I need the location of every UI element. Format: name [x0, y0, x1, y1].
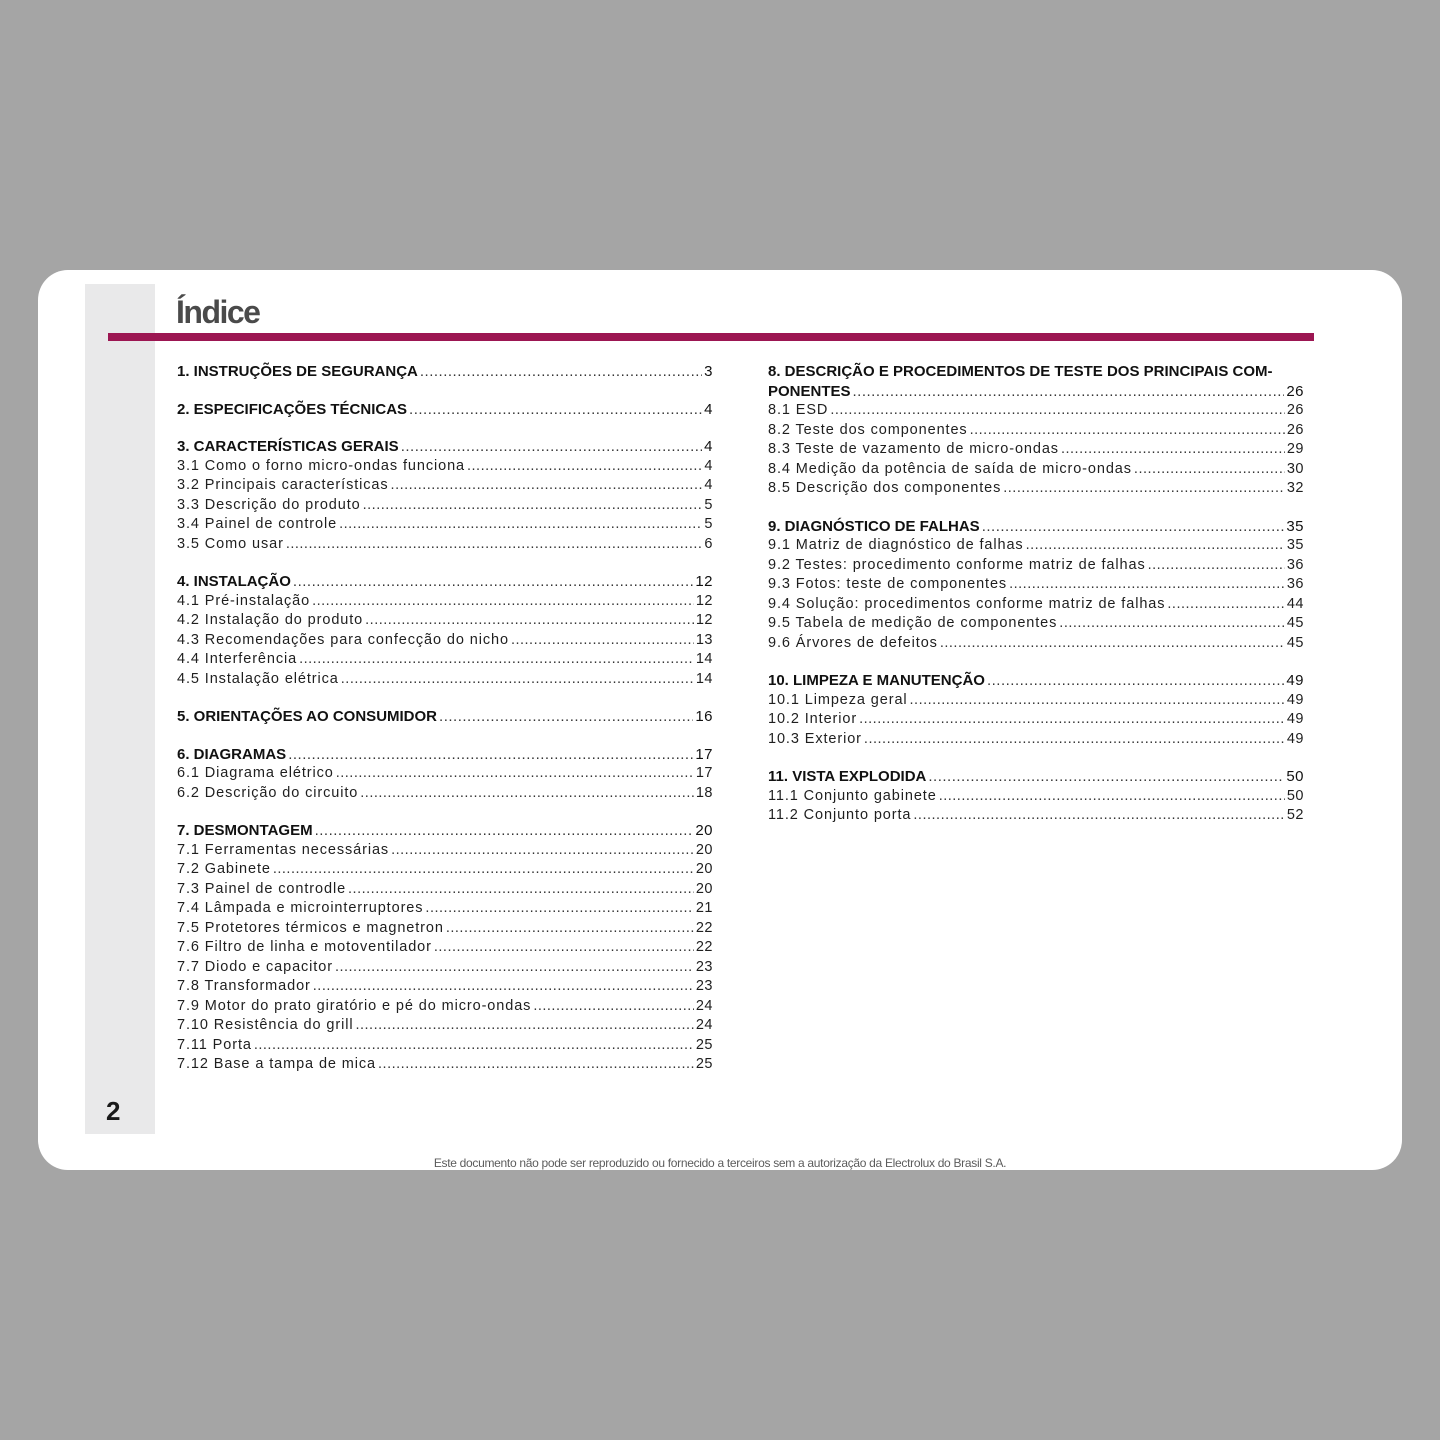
toc-entry-page: 32 [1286, 480, 1304, 496]
toc-section-entry[interactable] [177, 400, 713, 420]
toc-subsection-entry[interactable] [768, 730, 1304, 750]
toc-entry-page: 35 [1286, 517, 1304, 535]
toc-entry-label: 2. ESPECIFICAÇÕES TÉCNICAS [177, 400, 408, 418]
toc-entry-page: 4 [704, 477, 713, 493]
toc-entry-label: 11.1 Conjunto gabinete [768, 787, 937, 804]
toc-entry-label: 3.3 Descrição do produto [177, 496, 361, 513]
toc-entry-label: 10.3 Exterior [768, 730, 862, 747]
toc-subsection-entry[interactable] [177, 592, 713, 612]
dot-leader [401, 437, 702, 457]
dot-leader [446, 919, 694, 939]
toc-entry-label: 8.5 Descrição dos componentes [768, 480, 1002, 496]
toc-entry-page: 17 [695, 765, 713, 781]
toc-group [177, 745, 713, 804]
dot-leader [853, 382, 1285, 402]
toc-entry-page: 49 [1286, 691, 1304, 708]
toc-entry-label: 9.4 Solução: procedimentos conforme matriz de falhas [768, 595, 1166, 612]
dot-leader [1003, 479, 1285, 499]
toc-entry-page: 50 [1286, 787, 1304, 804]
dot-leader [1167, 595, 1284, 615]
dot-leader [286, 535, 703, 555]
toc-entry-label: 10. LIMPEZA E MANUTENÇÃO [768, 672, 985, 689]
toc-entry-label: 4.1 Pré-instalação [177, 592, 311, 609]
toc-entry-page: 4 [704, 400, 713, 418]
dot-leader [378, 1055, 694, 1075]
toc-subsection-entry[interactable] [177, 977, 713, 997]
side-strip [85, 284, 155, 1134]
toc-subsection-entry[interactable] [768, 787, 1304, 807]
toc-section-entry[interactable] [177, 572, 713, 592]
toc-subsection-entry[interactable] [768, 595, 1304, 615]
toc-subsection-entry[interactable] [768, 614, 1304, 634]
toc-subsection-entry[interactable] [177, 919, 713, 939]
toc-group [768, 767, 1304, 826]
toc-group [177, 707, 713, 727]
toc-entry-page: 18 [695, 784, 713, 801]
toc-entry-label: 3. CARACTERÍSTICAS GERAIS [177, 438, 399, 455]
toc-entry-page: 22 [695, 919, 713, 936]
dot-leader [299, 650, 694, 670]
toc-entry-page: 35 [1286, 537, 1304, 553]
toc-subsection-entry[interactable] [768, 556, 1304, 576]
toc-entry-page: 23 [695, 978, 713, 994]
toc-entry-page: 49 [1286, 730, 1304, 747]
toc-entry-label: 9. DIAGNÓSTICO DE FALHAS [768, 517, 980, 535]
toc-entry-page: 45 [1286, 634, 1304, 651]
dot-leader [365, 611, 694, 631]
toc-subsection-entry[interactable] [177, 496, 713, 516]
toc-entry-label: 7.7 Diodo e capacitor [177, 958, 333, 975]
toc-entry-label: 4.3 Recomendações para confecção do nicho [177, 631, 509, 648]
dot-leader [293, 572, 693, 592]
toc-subsection-entry[interactable] [177, 631, 713, 651]
dot-leader [315, 821, 694, 841]
toc-entry-label: PONENTES [768, 382, 851, 400]
toc-entry-page: 26 [1286, 382, 1304, 400]
toc-entry-label: 7.12 Base a tampa de mica [177, 1056, 377, 1072]
toc-entry-page: 44 [1286, 595, 1304, 612]
toc-entry-label: 3.4 Painel de controle [177, 516, 338, 532]
dot-leader [1148, 556, 1285, 576]
toc-entry-label: 1. INSTRUÇÕES DE SEGURANÇA [177, 363, 418, 380]
toc-entry-page: 25 [695, 1056, 713, 1072]
toc-entry-page: 21 [695, 900, 713, 916]
toc-entry-label: 10.1 Limpeza geral [768, 691, 908, 708]
dot-leader [312, 592, 694, 612]
toc-subsection-entry[interactable] [177, 611, 713, 631]
page-title: Índice [176, 294, 260, 330]
toc-entry-label: 6.1 Diagrama elétrico [177, 765, 334, 781]
toc-entry-page: 20 [695, 822, 713, 839]
toc-entry-page: 14 [695, 651, 713, 667]
toc-entry-page: 4 [704, 457, 713, 474]
toc-subsection-entry[interactable] [177, 997, 713, 1017]
toc-group [177, 572, 713, 689]
toc-entry-page: 3 [704, 363, 713, 380]
toc-entry-label: 9.6 Árvores de defeitos [768, 634, 938, 651]
dot-leader [830, 401, 1285, 421]
toc-subsection-entry[interactable] [768, 479, 1304, 499]
toc-entry-page: 22 [695, 939, 713, 955]
toc-entry-page: 20 [695, 880, 713, 897]
dot-leader [1061, 440, 1285, 460]
dot-leader [339, 515, 702, 535]
toc-entry-label: 9.3 Fotos: teste de componentes [768, 576, 1008, 592]
toc-entry-page: 49 [1286, 672, 1304, 689]
toc-section-entry[interactable] [177, 745, 713, 765]
toc-subsection-entry[interactable] [177, 880, 713, 900]
toc-entry-page: 36 [1286, 576, 1304, 592]
toc-entry-label: 3.2 Principais características [177, 477, 389, 493]
dot-leader [987, 671, 1284, 691]
toc-entry-page: 24 [695, 1017, 713, 1033]
toc-entry-label: 7.9 Motor do prato giratório e pé do micro-ondas [177, 997, 532, 1014]
toc-subsection-entry[interactable] [768, 401, 1304, 421]
toc-entry-page: 36 [1286, 556, 1304, 573]
dot-leader [273, 860, 694, 880]
toc-entry-label: 4.2 Instalação do produto [177, 612, 364, 628]
dot-leader [391, 841, 694, 861]
toc-subsection-entry[interactable] [177, 938, 713, 958]
toc-subsection-entry[interactable] [177, 841, 713, 861]
dot-leader [355, 1016, 693, 1036]
toc-subsection-entry[interactable] [768, 710, 1304, 730]
toc-entry-label: 8.1 ESD [768, 402, 829, 418]
toc-entry-page: 20 [695, 841, 713, 858]
toc-section-entry[interactable] [768, 382, 1304, 402]
toc-right-column [768, 362, 1304, 844]
dot-leader [970, 421, 1285, 441]
dot-leader [913, 806, 1284, 826]
toc-entry-page: 13 [695, 631, 713, 648]
dot-leader [511, 631, 694, 651]
dot-leader [928, 767, 1284, 787]
dot-leader [939, 787, 1285, 807]
toc-entry-label: 4.5 Instalação elétrica [177, 670, 339, 687]
toc-group [768, 362, 1304, 499]
dot-leader [533, 997, 694, 1017]
dot-leader [982, 517, 1285, 537]
toc-entry-label: 7.8 Transformador [177, 978, 311, 994]
toc-entry-label: 11. VISTA EXPLODIDA [768, 768, 927, 785]
dot-leader [363, 496, 703, 516]
toc-entry-page: 12 [695, 612, 713, 628]
toc-entry-page: 24 [695, 997, 713, 1014]
toc-left-column [177, 362, 713, 1093]
toc-section-entry[interactable] [177, 362, 713, 382]
toc-subsection-entry[interactable] [177, 899, 713, 919]
toc-entry-page: 25 [695, 1036, 713, 1053]
toc-entry-page: 52 [1286, 807, 1304, 823]
toc-subsection-entry[interactable] [177, 650, 713, 670]
toc-entry-label: 8. DESCRIÇÃO E PROCEDIMENTOS DE TESTE DOS PRINCIPAIS COM- [768, 363, 1273, 380]
toc-entry-label: 11.2 Conjunto porta [768, 807, 912, 823]
toc-subsection-entry[interactable] [768, 440, 1304, 460]
dot-leader [348, 880, 694, 900]
toc-entry-page: 16 [695, 708, 713, 725]
dot-leader [335, 958, 694, 978]
dot-leader [1059, 614, 1285, 634]
toc-group [768, 517, 1304, 654]
toc-subsection-entry[interactable] [177, 457, 713, 477]
toc-subsection-entry[interactable] [768, 634, 1304, 654]
toc-subsection-entry[interactable] [177, 1036, 713, 1056]
title-rule [108, 333, 1314, 341]
toc-entry-page: 26 [1286, 421, 1304, 438]
toc-entry-label: 6. DIAGRAMAS [177, 745, 287, 763]
toc-entry-label: 4.4 Interferência [177, 651, 298, 667]
document-page [38, 270, 1402, 1170]
toc-subsection-entry[interactable] [768, 460, 1304, 480]
toc-entry-label: 5. ORIENTAÇÕES AO CONSUMIDOR [177, 708, 438, 725]
toc-entry-page: 17 [695, 745, 713, 763]
dot-leader [940, 634, 1285, 654]
toc-entry-page: 5 [704, 516, 713, 532]
dot-leader [425, 899, 693, 919]
toc-entry-page: 50 [1286, 768, 1304, 785]
dot-leader [439, 707, 693, 727]
toc-group [177, 437, 713, 554]
toc-section-entry[interactable] [177, 821, 713, 841]
dot-leader [467, 457, 702, 477]
toc-entry-label: 9.1 Matriz de diagnóstico de falhas [768, 537, 1024, 553]
dot-leader [313, 977, 694, 997]
toc-section-entry[interactable] [768, 671, 1304, 691]
toc-entry-page: 20 [695, 861, 713, 877]
dot-leader [1026, 536, 1285, 556]
toc-entry-label: 9.5 Tabela de medição de componentes [768, 615, 1058, 631]
toc-subsection-entry[interactable] [768, 536, 1304, 556]
toc-entry-label: 7.11 Porta [177, 1036, 252, 1053]
toc-entry-label: 3.1 Como o forno micro-ondas funciona [177, 457, 465, 474]
toc-subsection-entry[interactable] [177, 670, 713, 690]
dot-leader [336, 764, 694, 784]
toc-entry-page: 26 [1286, 402, 1304, 418]
dot-leader [859, 710, 1285, 730]
toc-subsection-entry[interactable] [177, 958, 713, 978]
toc-entry-label: 7. DESMONTAGEM [177, 822, 313, 839]
toc-subsection-entry[interactable] [768, 421, 1304, 441]
toc-entry-page: 30 [1286, 460, 1304, 477]
dot-leader [288, 745, 693, 765]
toc-entry-page: 14 [695, 670, 713, 687]
page-number: 2 [106, 1096, 121, 1126]
toc-entry-page: 12 [695, 573, 713, 590]
toc-subsection-entry[interactable] [177, 1016, 713, 1036]
toc-subsection-entry[interactable] [768, 806, 1304, 826]
toc-entry-label: 8.2 Teste dos componentes [768, 421, 968, 438]
toc-entry-page: 45 [1286, 615, 1304, 631]
toc-entry-page: 29 [1286, 441, 1304, 457]
dot-leader [254, 1036, 694, 1056]
toc-subsection-entry[interactable] [177, 860, 713, 880]
toc-entry-page: 49 [1286, 711, 1304, 727]
toc-subsection-entry[interactable] [177, 1055, 713, 1075]
toc-entry-label: 7.2 Gabinete [177, 861, 271, 877]
toc-section-entry[interactable] [768, 517, 1304, 537]
toc-section-entry[interactable] [768, 767, 1304, 787]
toc-group [177, 821, 713, 1075]
dot-leader [409, 400, 702, 420]
toc-entry-label: 7.1 Ferramentas necessárias [177, 841, 390, 858]
toc-entry-label: 7.3 Painel de controdle [177, 880, 347, 897]
toc-subsection-entry[interactable] [177, 784, 713, 804]
toc-subsection-entry[interactable] [177, 764, 713, 784]
dot-leader [434, 938, 694, 958]
toc-entry-page: 6 [704, 535, 713, 552]
toc-subsection-entry[interactable] [768, 691, 1304, 711]
toc-entry-page: 12 [695, 592, 713, 609]
dot-leader [360, 784, 694, 804]
toc-section-heading-line[interactable] [768, 362, 1304, 382]
dot-leader [420, 362, 702, 382]
toc-entry-page: 5 [704, 496, 713, 513]
toc-entry-label: 7.4 Lâmpada e microinterruptores [177, 900, 424, 916]
toc-entry-page: 4 [704, 438, 713, 455]
toc-group [177, 400, 713, 420]
toc-entry-label: 8.4 Medição da potência de saída de micro-ondas [768, 460, 1132, 477]
toc-entry-label: 7.10 Resistência do grill [177, 1017, 354, 1033]
dot-leader [910, 691, 1285, 711]
toc-group [768, 671, 1304, 749]
toc-entry-label: 9.2 Testes: procedimento conforme matriz de falhas [768, 556, 1146, 573]
toc-entry-label: 7.6 Filtro de linha e motoventilador [177, 939, 432, 955]
dot-leader [1009, 575, 1285, 595]
toc-entry-label: 3.5 Como usar [177, 535, 284, 552]
toc-section-entry[interactable] [177, 707, 713, 727]
toc-subsection-entry[interactable] [177, 515, 713, 535]
toc-entry-page: 23 [695, 958, 713, 975]
dot-leader [391, 476, 703, 496]
toc-section-entry[interactable] [177, 437, 713, 457]
toc-entry-label: 4. INSTALAÇÃO [177, 573, 291, 590]
toc-entry-label: 8.3 Teste de vazamento de micro-ondas [768, 441, 1059, 457]
dot-leader [1134, 460, 1285, 480]
toc-subsection-entry[interactable] [768, 575, 1304, 595]
toc-entry-label: 10.2 Interior [768, 711, 858, 727]
toc-entry-label: 6.2 Descrição do circuito [177, 784, 359, 801]
dot-leader [864, 730, 1285, 750]
dot-leader [341, 670, 694, 690]
toc-entry-label: 7.5 Protetores térmicos e magnetron [177, 919, 444, 936]
toc-group [177, 362, 713, 382]
footer-notice: Este documento não pode ser reproduzido ou fornecido a terceiros sem a autorização da Electrolux do Brasil S.A. [433, 1156, 1007, 1170]
toc-subsection-entry[interactable] [177, 476, 713, 496]
toc-subsection-entry[interactable] [177, 535, 713, 555]
